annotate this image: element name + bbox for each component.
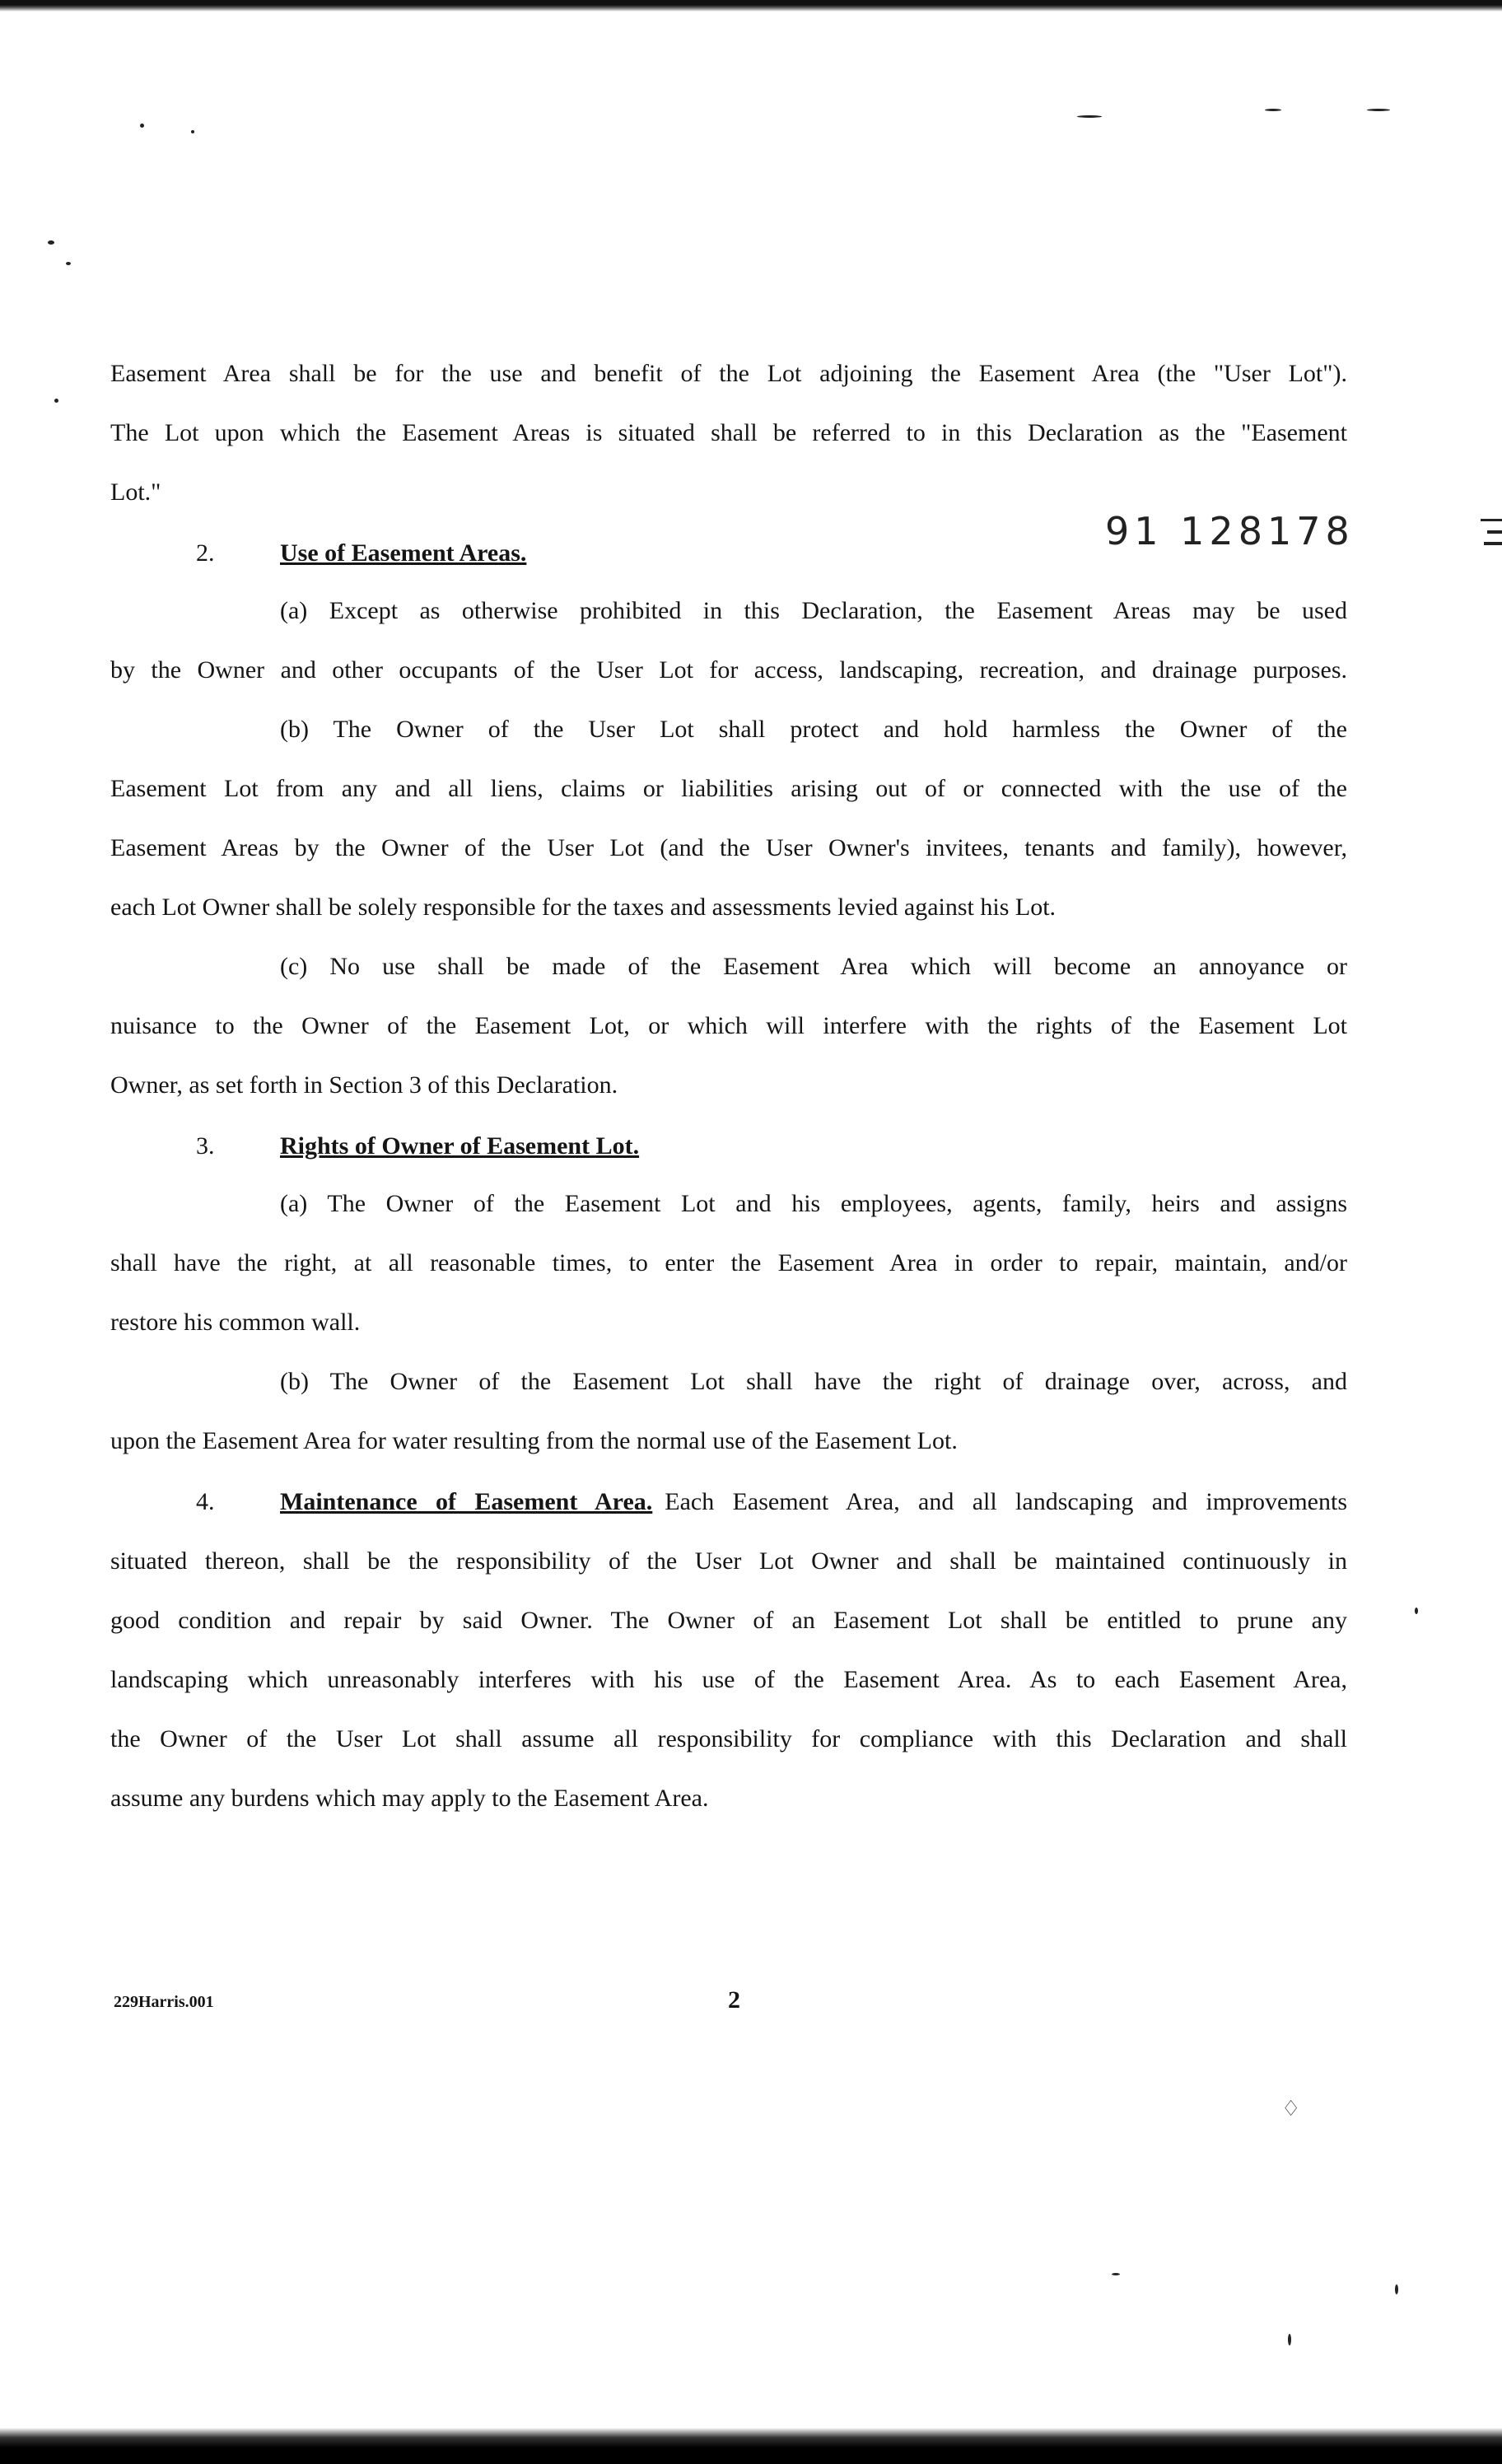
scan-speck: ♢	[1281, 2097, 1301, 2121]
section-number: 4.	[196, 1488, 215, 1515]
paragraph-line: Easement Lot from any and all liens, claims or liabilities arising out of or connected with the use of the	[110, 775, 1347, 802]
scan-speck	[1367, 109, 1390, 111]
paragraph-line: (b) The Owner of the User Lot shall protect and hold harmless the Owner of the	[280, 716, 1347, 743]
paragraph-line: upon the Easement Area for water resulting from the normal use of the Easement Lot.	[110, 1427, 958, 1454]
scan-speck	[191, 130, 194, 133]
paragraph-line: (b) The Owner of the Easement Lot shall have the right of drainage over, across, and	[280, 1368, 1347, 1395]
scan-speck	[1487, 530, 1502, 534]
paragraph-line: assume any burdens which may apply to the Easement Area.	[110, 1785, 709, 1812]
paragraph-line: good condition and repair by said Owner. The Owner of an Easement Lot shall be entitled to prune any	[110, 1607, 1347, 1634]
paragraph-line: (c) No use shall be made of the Easement Area which will become an annoyance or	[280, 953, 1347, 980]
paragraph-line: restore his common wall.	[110, 1309, 361, 1336]
paragraph-line: nuisance to the Owner of the Easement Lot, or which will interfere with the rights of the Easement Lot	[110, 1012, 1347, 1039]
scan-speck	[1288, 2334, 1291, 2345]
section-number: 2.	[196, 539, 215, 567]
paragraph-text	[652, 1488, 665, 1515]
scan-speck	[1112, 2273, 1120, 2275]
section-heading: Maintenance of Easement Area.	[280, 1488, 653, 1515]
scan-speck	[66, 262, 71, 265]
scan-speck	[1395, 2284, 1398, 2294]
scan-speck	[1481, 519, 1502, 521]
paragraph-line: The Lot upon which the Easement Areas is situated shall be referred to in this Declaration as the "Easement	[110, 419, 1347, 446]
paragraph-line: each Lot Owner shall be solely responsible for the taxes and assessments levied against his Lot.	[110, 894, 1057, 921]
section-heading: Use of Easement Areas.	[280, 539, 527, 567]
paragraph-line: Owner, as set forth in Section 3 of this Declaration.	[110, 1071, 618, 1099]
paragraph-line: shall have the right, at all reasonable times, to enter the Easement Area in order to repair, maintain, and/or	[110, 1249, 1347, 1276]
page-number: 2	[728, 1986, 740, 2014]
scan-speck	[54, 399, 58, 403]
paragraph-line: landscaping which unreasonably interferes with his use of the Easement Area. As to each Easement Area,	[110, 1666, 1347, 1693]
scan-speck	[1415, 1608, 1418, 1614]
document-stamp-number: 91 128178	[1105, 509, 1355, 553]
paragraph-line: (a) The Owner of the Easement Lot and his employees, agents, family, heirs and assigns	[280, 1190, 1347, 1217]
scan-edge-bottom	[0, 2428, 1502, 2464]
scan-speck	[1077, 115, 1102, 118]
scan-speck	[1484, 542, 1502, 545]
paragraph-line: situated thereon, shall be the responsibility of the User Lot Owner and shall be maintained continuously in	[110, 1547, 1347, 1575]
paragraph-line: by the Owner and other occupants of the User Lot for access, landscaping, recreation, and drainage purposes.	[110, 656, 1347, 684]
paragraph-line: (a) Except as otherwise prohibited in this Declaration, the Easement Areas may be used	[280, 597, 1347, 624]
scan-edge-top	[0, 0, 1502, 12]
scan-speck	[48, 240, 54, 245]
paragraph-line: Easement Areas by the Owner of the User Lot (and the User Owner's invitees, tenants and family), however,	[110, 834, 1347, 861]
section-heading: Rights of Owner of Easement Lot.	[280, 1132, 640, 1160]
footer-file-id: 229Harris.001	[114, 1993, 214, 2011]
section-number: 3.	[196, 1132, 215, 1160]
paragraph-line: the Owner of the User Lot shall assume all responsibility for compliance with this Declaration and shall	[110, 1725, 1347, 1752]
scan-speck	[1265, 109, 1281, 111]
scan-speck	[140, 124, 144, 128]
paragraph-line: Lot."	[110, 478, 161, 506]
paragraph-line: Easement Area shall be for the use and benefit of the Lot adjoining the Easement Area (the "User Lot").	[110, 360, 1347, 387]
paragraph-line	[280, 1486, 1347, 1519]
paragraph-text: Each Easement Area, and all landscaping and improvements	[665, 1488, 1347, 1515]
